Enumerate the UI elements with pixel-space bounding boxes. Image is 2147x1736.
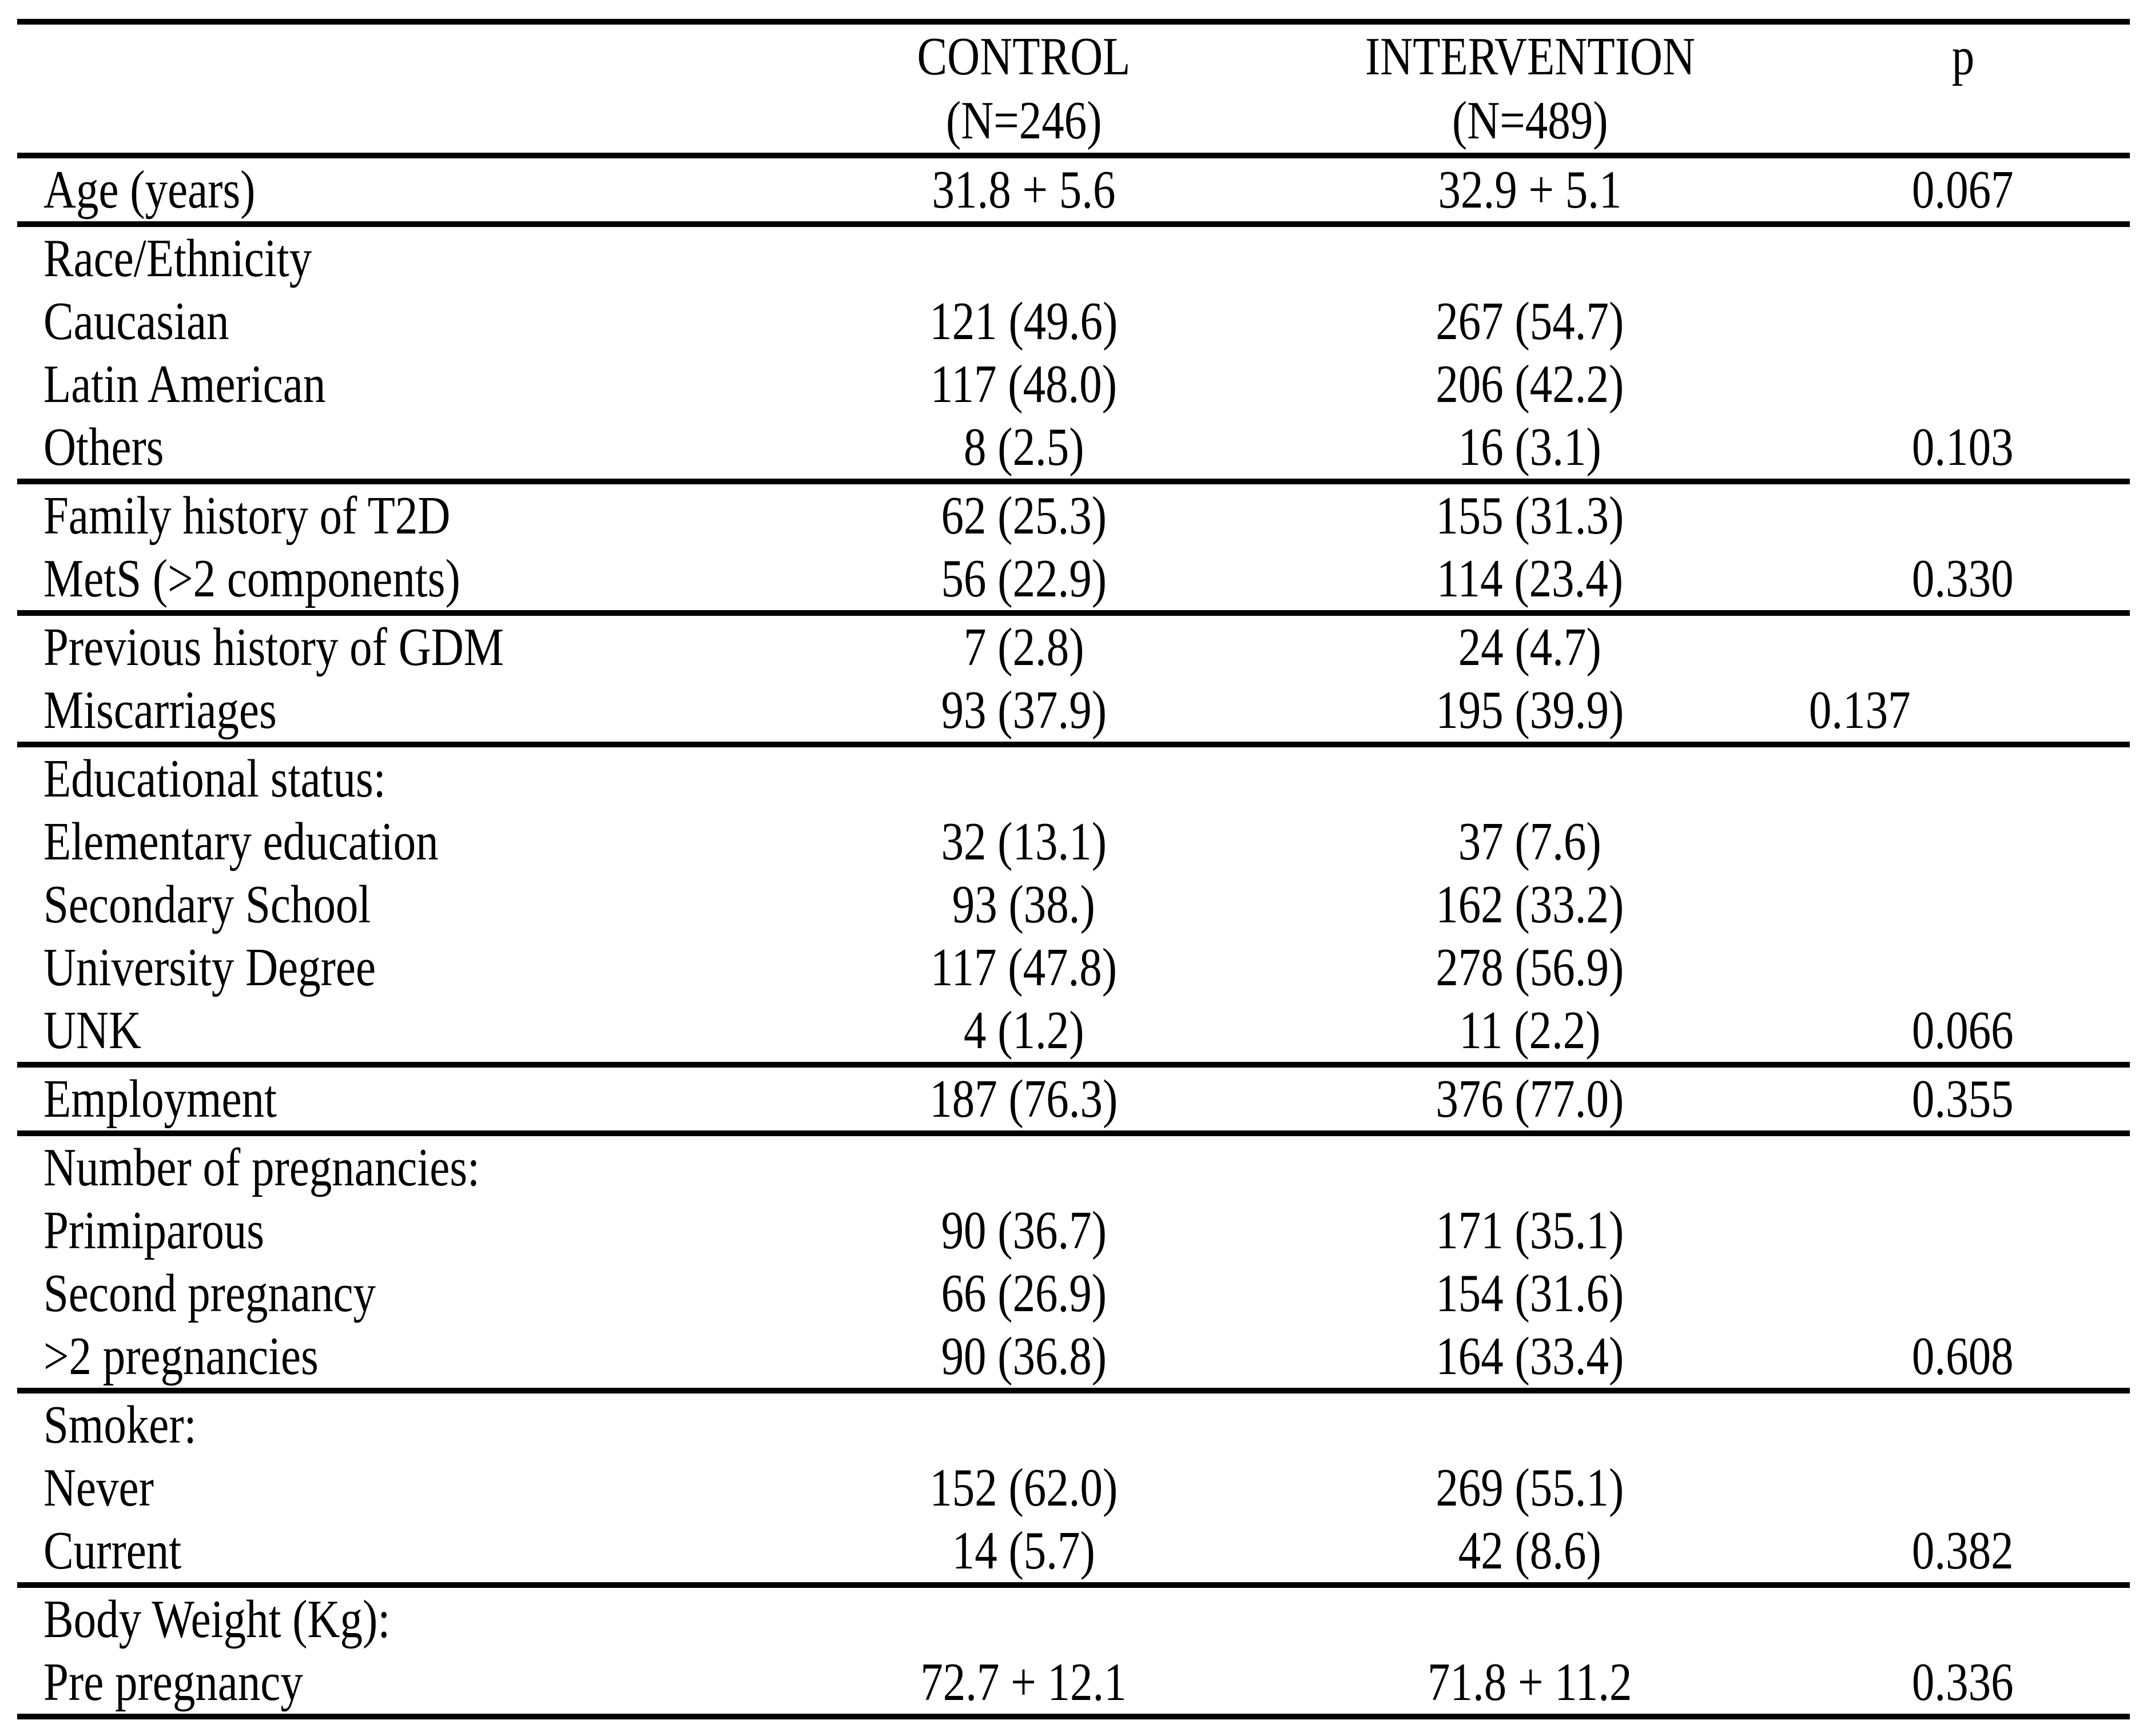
- row-label-cell: [17, 936, 784, 999]
- header-row-2: [17, 89, 2130, 153]
- intervention-value: 171 (35.1): [1436, 1201, 1624, 1260]
- control-value-cell: [784, 616, 1264, 679]
- p-value-cell: [1796, 616, 2130, 679]
- table-row: [17, 158, 2130, 221]
- control-value: 32 (13.1): [941, 812, 1107, 871]
- control-value: 14 (5.7): [952, 1521, 1095, 1580]
- p-value: 0.067: [1912, 160, 2014, 220]
- control-value: 93 (38.): [952, 875, 1095, 934]
- p-value-cell: [1796, 1456, 2130, 1519]
- row-label-cell: [17, 1325, 784, 1388]
- header-intervention-n-label: (N=489): [1452, 91, 1608, 150]
- row-label-cell: [17, 1651, 784, 1714]
- control-value-cell: [784, 484, 1264, 547]
- p-value: 0.103: [1912, 417, 2014, 477]
- control-value-cell: [784, 810, 1264, 873]
- row-label: Miscarriages: [43, 680, 277, 740]
- table-row: [17, 227, 2130, 290]
- row-label: Elementary education: [43, 812, 439, 871]
- section-employment: [17, 1068, 2130, 1136]
- p-value-cell: [1796, 547, 2130, 610]
- row-label: Never: [43, 1458, 154, 1518]
- section-gdm-history: [17, 616, 2130, 747]
- control-value-cell: [784, 547, 1264, 610]
- intervention-value: 37 (7.6): [1458, 812, 1601, 871]
- row-label-cell: [17, 353, 784, 416]
- intervention-value-cell: [1264, 227, 1796, 290]
- intervention-value-cell: [1264, 1199, 1796, 1262]
- intervention-value-cell: [1264, 353, 1796, 416]
- control-value-cell: [784, 1136, 1264, 1199]
- intervention-value-cell: [1264, 416, 1796, 479]
- p-value-cell: [1796, 1588, 2130, 1651]
- table-row: [17, 290, 2130, 353]
- header-control-n: [784, 89, 1264, 152]
- control-value-cell: [784, 873, 1264, 936]
- table-row: [17, 873, 2130, 936]
- intervention-value: 278 (56.9): [1436, 938, 1624, 997]
- control-value-cell: [784, 747, 1264, 810]
- row-label-cell: [17, 547, 784, 610]
- header-p: [1796, 25, 2130, 88]
- intervention-value-cell: [1264, 873, 1796, 936]
- row-label: Race/Ethnicity: [43, 229, 312, 288]
- table-row: [17, 1588, 2130, 1651]
- p-value-cell: [1796, 1068, 2130, 1130]
- row-label-cell: [17, 290, 784, 353]
- table-row: [17, 999, 2130, 1062]
- p-value: 0.336: [1912, 1653, 2014, 1712]
- intervention-value-cell: [1264, 1519, 1796, 1582]
- control-value: 152 (62.0): [929, 1458, 1118, 1518]
- intervention-value-cell: [1264, 1588, 1796, 1651]
- row-label: Number of pregnancies:: [43, 1138, 480, 1197]
- row-label-cell: [17, 747, 784, 810]
- control-value-cell: [784, 1262, 1264, 1325]
- control-value: 121 (49.6): [929, 292, 1118, 351]
- row-label-cell: [17, 416, 784, 479]
- intervention-value: 32.9 + 5.1: [1438, 160, 1622, 220]
- table-row: [17, 616, 2130, 679]
- row-label-cell: [17, 1456, 784, 1519]
- row-label-cell: [17, 873, 784, 936]
- p-value-cell: [1796, 353, 2130, 416]
- p-value-cell: [1796, 158, 2130, 221]
- table-header: [17, 25, 2130, 158]
- table-row: [17, 1456, 2130, 1519]
- control-value: 117 (48.0): [930, 355, 1118, 414]
- row-label: Educational status:: [43, 749, 386, 809]
- section-smoker: [17, 1393, 2130, 1588]
- section-number-of-pregnancies: [17, 1136, 2130, 1393]
- row-label: Previous history of GDM: [43, 618, 504, 677]
- row-label: Smoker:: [43, 1395, 197, 1455]
- control-value-cell: [784, 1456, 1264, 1519]
- table-row: [17, 416, 2130, 479]
- table-row: [17, 1393, 2130, 1456]
- table-row: [17, 1325, 2130, 1388]
- control-value: 117 (47.8): [930, 938, 1118, 997]
- row-label: MetS (>2 components): [43, 549, 460, 608]
- p-value-cell: [1796, 1262, 2130, 1325]
- intervention-value-cell: [1264, 1325, 1796, 1388]
- p-value: 0.330: [1912, 549, 2014, 608]
- p-value: 0.137: [1809, 680, 1911, 740]
- p-value-cell: [1796, 810, 2130, 873]
- intervention-value-cell: [1264, 1068, 1796, 1130]
- row-label-cell: [17, 616, 784, 679]
- intervention-value: 154 (31.6): [1436, 1264, 1624, 1323]
- p-value-cell: [1796, 747, 2130, 810]
- table-row: [17, 353, 2130, 416]
- control-value-cell: [784, 1519, 1264, 1582]
- control-value-cell: [784, 1651, 1264, 1714]
- header-row-1: [17, 25, 2130, 89]
- row-label: Others: [43, 417, 164, 477]
- row-label-cell: [17, 1068, 784, 1130]
- row-label-cell: [17, 1262, 784, 1325]
- row-label-cell: [17, 484, 784, 547]
- control-value: 31.8 + 5.6: [932, 160, 1116, 220]
- section-body-weight: [17, 1588, 2130, 1719]
- p-value-cell: [1796, 227, 2130, 290]
- section-age: [17, 158, 2130, 227]
- control-value-cell: [784, 1588, 1264, 1651]
- intervention-value: 376 (77.0): [1436, 1069, 1624, 1129]
- p-value: 0.608: [1912, 1327, 2014, 1386]
- control-value-cell: [784, 353, 1264, 416]
- control-value: 90 (36.8): [941, 1327, 1107, 1386]
- intervention-value-cell: [1264, 290, 1796, 353]
- row-label-cell: [17, 810, 784, 873]
- table-row: [17, 810, 2130, 873]
- row-label-cell: [17, 1519, 784, 1582]
- intervention-value: 162 (33.2): [1436, 875, 1624, 934]
- intervention-value: 16 (3.1): [1458, 417, 1601, 477]
- p-value: 0.066: [1912, 1001, 2014, 1060]
- table-row: [17, 1068, 2130, 1130]
- table-row: [17, 484, 2130, 547]
- row-label: Family history of T2D: [43, 486, 451, 546]
- p-value: 0.382: [1912, 1521, 2014, 1580]
- p-value-cell: [1796, 416, 2130, 479]
- row-label-cell: [17, 1199, 784, 1262]
- control-value-cell: [784, 1199, 1264, 1262]
- intervention-value-cell: [1264, 999, 1796, 1062]
- row-label: Secondary School: [43, 875, 371, 934]
- control-value-cell: [784, 227, 1264, 290]
- p-value-cell: [1796, 999, 2130, 1062]
- table-row: [17, 547, 2130, 610]
- header-control-label: CONTROL: [917, 27, 1131, 86]
- intervention-value: 195 (39.9): [1436, 680, 1624, 740]
- header-control-n-label: (N=246): [945, 91, 1102, 150]
- intervention-value-cell: [1264, 936, 1796, 999]
- intervention-value: 206 (42.2): [1436, 355, 1624, 414]
- intervention-value: 164 (33.4): [1436, 1327, 1624, 1386]
- intervention-value-cell: [1264, 484, 1796, 547]
- table-row: [17, 1199, 2130, 1262]
- row-label: University Degree: [43, 938, 376, 997]
- control-value-cell: [784, 679, 1264, 742]
- control-value: 66 (26.9): [941, 1264, 1107, 1323]
- row-label: >2 pregnancies: [43, 1327, 319, 1386]
- intervention-value-cell: [1264, 1651, 1796, 1714]
- table-row: [17, 747, 2130, 810]
- intervention-value-cell: [1264, 547, 1796, 610]
- intervention-value-cell: [1264, 679, 1796, 742]
- row-label-cell: [17, 1588, 784, 1651]
- control-value-cell: [784, 1393, 1264, 1456]
- p-value: 0.355: [1912, 1069, 2014, 1129]
- row-label: UNK: [43, 1001, 142, 1060]
- table-row: [17, 679, 2130, 742]
- header-intervention-label: INTERVENTION: [1365, 27, 1695, 86]
- control-value-cell: [784, 290, 1264, 353]
- section-race-ethnicity: [17, 227, 2130, 484]
- row-label: Primiparous: [43, 1201, 265, 1260]
- intervention-value-cell: [1264, 1393, 1796, 1456]
- p-value-cell: [1796, 1136, 2130, 1199]
- control-value-cell: [784, 158, 1264, 221]
- p-value-cell: [1796, 1393, 2130, 1456]
- row-label: Pre pregnancy: [43, 1653, 303, 1712]
- control-value-cell: [784, 416, 1264, 479]
- table-row: [17, 1651, 2130, 1714]
- control-value: 72.7 + 12.1: [920, 1653, 1127, 1712]
- p-value-cell: [1796, 290, 2130, 353]
- intervention-value: 71.8 + 11.2: [1428, 1653, 1632, 1712]
- intervention-value-cell: [1264, 158, 1796, 221]
- section-educational-status: [17, 747, 2130, 1068]
- row-label-cell: [17, 158, 784, 221]
- p-value-cell: [1796, 936, 2130, 999]
- intervention-value-cell: [1264, 1136, 1796, 1199]
- row-label-cell: [17, 1136, 784, 1199]
- control-value: 93 (37.9): [941, 680, 1107, 740]
- intervention-value: 269 (55.1): [1436, 1458, 1624, 1518]
- p-value-cell: [1796, 1325, 2130, 1388]
- table-row: [17, 1136, 2130, 1199]
- intervention-value-cell: [1264, 616, 1796, 679]
- control-value-cell: [784, 1325, 1264, 1388]
- row-label-cell: [17, 999, 784, 1062]
- control-value: 62 (25.3): [941, 486, 1107, 546]
- section-family-history: [17, 484, 2130, 616]
- baseline-characteristics-table: [17, 19, 2130, 1719]
- header-intervention-n: [1264, 89, 1796, 152]
- intervention-value: 11 (2.2): [1459, 1001, 1601, 1060]
- control-value: 90 (36.7): [941, 1201, 1107, 1260]
- table-row: [17, 1519, 2130, 1582]
- intervention-value-cell: [1264, 1456, 1796, 1519]
- intervention-value: 267 (54.7): [1436, 292, 1624, 351]
- row-label: Age (years): [43, 160, 256, 220]
- row-label: Second pregnancy: [43, 1264, 376, 1323]
- control-value: 7 (2.8): [963, 618, 1084, 677]
- p-value-cell: [1796, 679, 2130, 742]
- p-value-cell: [1796, 484, 2130, 547]
- row-label-cell: [17, 1393, 784, 1456]
- intervention-value-cell: [1264, 810, 1796, 873]
- row-label: Employment: [43, 1069, 277, 1129]
- intervention-value: 114 (23.4): [1436, 549, 1624, 608]
- row-label: Body Weight (Kg):: [43, 1590, 391, 1649]
- table-row: [17, 936, 2130, 999]
- control-value: 8 (2.5): [963, 417, 1084, 477]
- row-label: Caucasian: [43, 292, 229, 351]
- header-control: [784, 25, 1264, 88]
- p-value-cell: [1796, 1199, 2130, 1262]
- row-label-cell: [17, 227, 784, 290]
- intervention-value: 24 (4.7): [1458, 618, 1601, 677]
- row-label: Current: [43, 1521, 182, 1580]
- intervention-value: 42 (8.6): [1458, 1521, 1601, 1580]
- control-value: 187 (76.3): [929, 1069, 1118, 1129]
- control-value-cell: [784, 936, 1264, 999]
- header-p-label: p: [1951, 27, 1974, 86]
- control-value: 4 (1.2): [963, 1001, 1084, 1060]
- control-value: 56 (22.9): [941, 549, 1107, 608]
- row-label-cell: [17, 679, 784, 742]
- p-value-cell: [1796, 1651, 2130, 1714]
- control-value-cell: [784, 1068, 1264, 1130]
- header-intervention: [1264, 25, 1796, 88]
- control-value-cell: [784, 999, 1264, 1062]
- table-row: [17, 1262, 2130, 1325]
- intervention-value: 155 (31.3): [1436, 486, 1624, 546]
- intervention-value-cell: [1264, 1262, 1796, 1325]
- p-value-cell: [1796, 873, 2130, 936]
- p-value-cell: [1796, 1519, 2130, 1582]
- row-label: Latin American: [43, 355, 326, 414]
- intervention-value-cell: [1264, 747, 1796, 810]
